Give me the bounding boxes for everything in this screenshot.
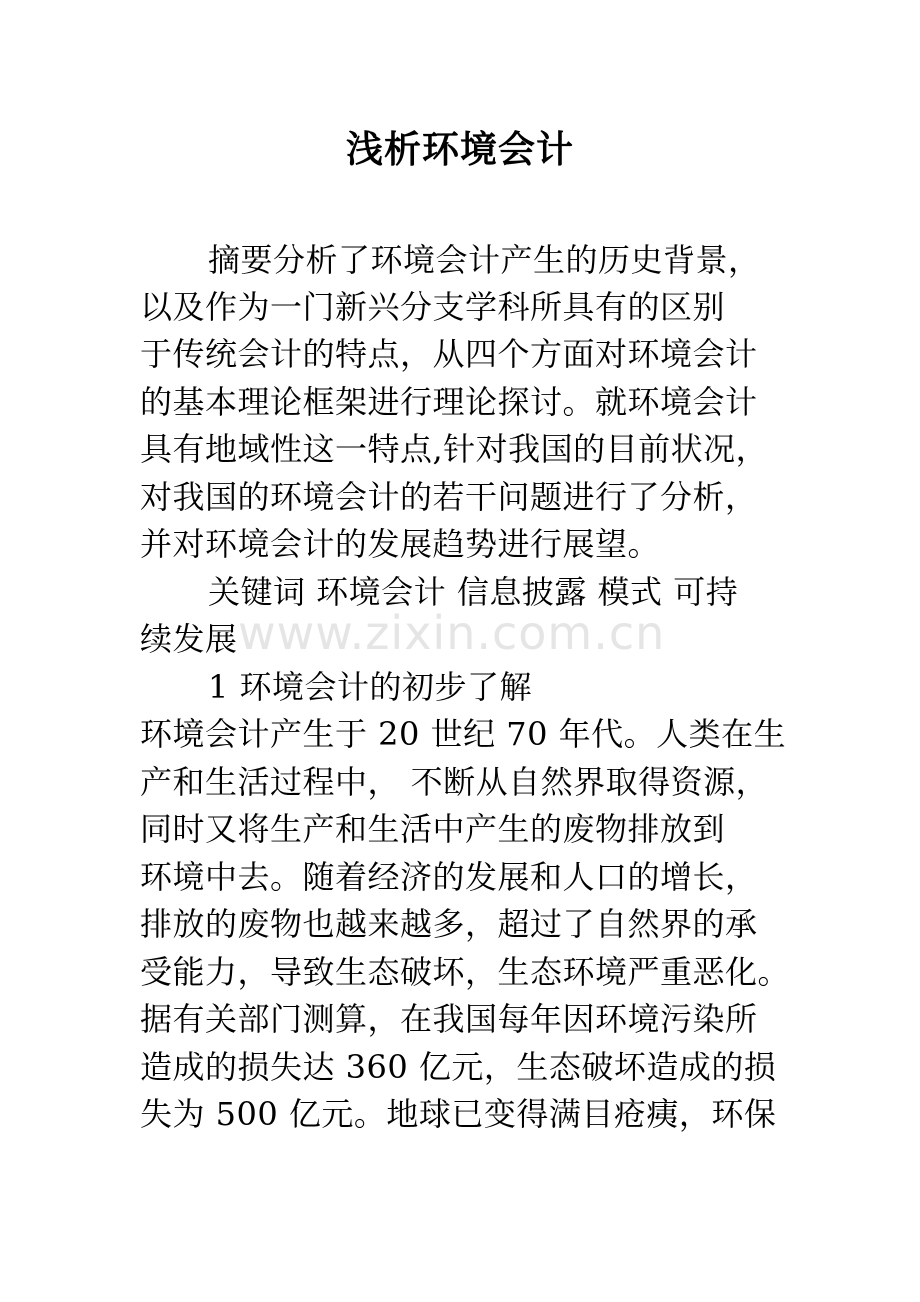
body-line-2: 产和生活过程中， 不断从自然界取得资源， bbox=[140, 763, 769, 801]
abstract-line-6: 对我国的环境会计的若干问题进行了分析， bbox=[140, 478, 758, 516]
abstract-line-5: 具有地域性这一特点,针对我国的目前状况， bbox=[140, 430, 769, 468]
body-line-4: 环境中去。随着经济的发展和人口的增长， bbox=[140, 858, 758, 896]
body-line-8: 造成的损失达 360 亿元，生态破坏造成的损 bbox=[140, 1048, 777, 1086]
body-line-3: 同时又将生产和生活中产生的废物排放到 bbox=[140, 810, 726, 848]
document-title: 浅析环境会计 bbox=[346, 127, 574, 171]
abstract-line-4: 的基本理论框架进行理论探讨。就环境会计 bbox=[140, 383, 758, 421]
body-line-1: 环境会计产生于 20 世纪 70 年代。人类在生 bbox=[140, 715, 787, 753]
keywords-line-1: 关键词 环境会计 信息披露 模式 可持 bbox=[208, 573, 739, 611]
watermark-text: www.zixin.com.cn bbox=[238, 606, 666, 660]
abstract-line-1: 摘要分析了环境会计产生的历史背景， bbox=[208, 241, 761, 279]
section-heading: 1 环境会计的初步了解 bbox=[208, 668, 533, 706]
body-line-7: 据有关部门测算，在我国每年因环境污染所 bbox=[140, 1000, 758, 1038]
body-line-9: 失为 500 亿元。地球已变得满目疮痍，环保 bbox=[140, 1095, 777, 1133]
body-line-5: 排放的废物也越来越多，超过了自然界的承 bbox=[140, 905, 758, 943]
abstract-line-3: 于传统会计的特点，从四个方面对环境会计 bbox=[140, 335, 758, 373]
abstract-line-2: 以及作为一门新兴分支学科所具有的区别 bbox=[140, 288, 726, 326]
abstract-line-7: 并对环境会计的发展趋势进行展望。 bbox=[140, 525, 661, 563]
body-line-6: 受能力，导致生态破坏，生态环境严重恶化。 bbox=[140, 953, 791, 991]
keywords-line-2: 续发展 bbox=[140, 620, 238, 658]
